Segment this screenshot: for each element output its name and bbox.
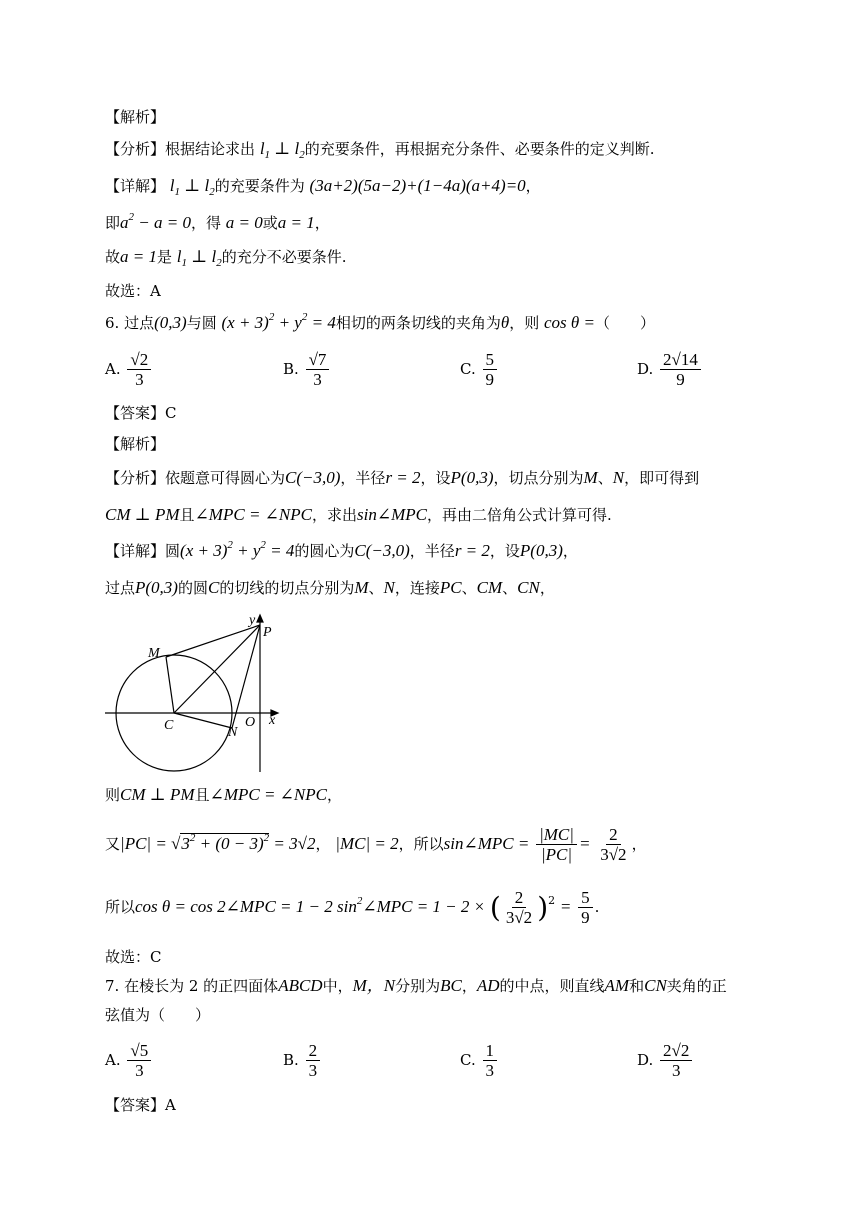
- s5-jiexi: 【解析】: [105, 108, 166, 126]
- seg-cm: [166, 657, 174, 713]
- q6-xiangjie: 【详解】圆$(x + 3)^2 + y^2 = 4$的圆心为C(−3,0)，半径r = 2，设P(0,3)，: [105, 539, 578, 560]
- q6-option-b: B. $\frac{√7}{3}$: [283, 350, 331, 390]
- q6-option-c: C. $\frac{5}{9}$: [460, 350, 499, 390]
- label-o: O: [245, 715, 256, 730]
- q6-fenxi-2: CM ⊥ PM且∠MPC = ∠NPC，求出sin∠MPC，再由二倍角公式计算可得.: [105, 505, 612, 524]
- q7-option-d: D. $\frac{2√2}{3}$: [637, 1041, 694, 1081]
- s5-answer: 故选：A: [105, 282, 161, 300]
- tangent-figure: [100, 612, 290, 782]
- y-arrow: [257, 615, 263, 622]
- q6-fenxi-1: 【分析】依题意可得圆心为C(−3,0)，半径r = 2，设P(0,3)，切点分别为M、N，即可得到: [105, 468, 700, 487]
- label-c: C: [164, 718, 174, 733]
- seg-pc: [174, 625, 260, 713]
- q7-stem-1: 7. 在棱长为 2 的正四面体ABCD中，M，N分别为BC，AD的中点，则直线AM和CN夹角的正: [105, 976, 727, 995]
- q6-option-a: A. $\frac{√2}{3}$: [105, 350, 153, 390]
- q7-option-c: C. $\frac{1}{3}$: [460, 1041, 499, 1081]
- q7-option-a: A. $\frac{√5}{3}$: [105, 1041, 153, 1081]
- q6-stem: 6. 过点(0,3)与圆 $(x + 3)^2 + y^2 = 4$相切的两条切线的夹角为θ，则 cos θ =（ ）: [105, 311, 656, 332]
- seg-cn: [174, 713, 232, 728]
- s5-xiangjie: 【详解】 $l_1$ ⊥ $l_2$的充要条件为 (3a+2)(5a−2)+(1−4a)(a+4)=0，: [105, 176, 541, 198]
- s5-conclusion: 故a = 1是 $l_1$ ⊥ $l_2$的充分不必要条件.: [105, 247, 347, 269]
- label-m: M: [148, 646, 160, 661]
- s5-ji: 即$a^2 - a = 0$，得 a = 0或a = 1，: [105, 211, 330, 232]
- seg-pm: [166, 625, 260, 657]
- label-p: P: [263, 625, 272, 640]
- q7-option-b: B. $\frac{2}{3}$: [283, 1041, 322, 1081]
- q6-guodian: 过点P(0,3)的圆C的切线的切点分别为M、N，连接PC、CM、CN，: [105, 578, 555, 597]
- q6-option-d: D. $\frac{2√14}{9}$: [637, 350, 703, 390]
- q6-ze: 则CM ⊥ PM且∠MPC = ∠NPC，: [105, 785, 342, 804]
- label-x: x: [269, 713, 276, 728]
- s5-fenxi: 【分析】根据结论求出 $l_1$ ⊥ $l_2$的充要条件，再根据充分条件、必要条件的定义判断.: [105, 139, 655, 161]
- q7-answer: 【答案】A: [105, 1096, 176, 1114]
- label-y: y: [249, 613, 256, 628]
- label-n: N: [228, 725, 238, 740]
- q6-answer: 【答案】C: [105, 404, 177, 422]
- q6-guxuan: 故选：C: [105, 948, 162, 966]
- q7-stem-2: 弦值为（ ）: [105, 1006, 211, 1024]
- q6-you: 又$|PC| = √3^2 + (0 - 3)^2 = 3√2$， |MC| = 2，所以sin∠MPC = $\frac{|MC|}{|PC|}$ = $\frac{2}{3√2}$ ，: [105, 825, 647, 864]
- q6-cos: 所以cos θ = cos 2∠MPC = 1 − 2 $\sin^2\angle MPC = 1 - 2$ × ( $\frac{2}{3√2}$ )$^2$ = $\frac{5}{9}$ .: [105, 888, 600, 927]
- q6-jiexi: 【解析】: [105, 435, 166, 453]
